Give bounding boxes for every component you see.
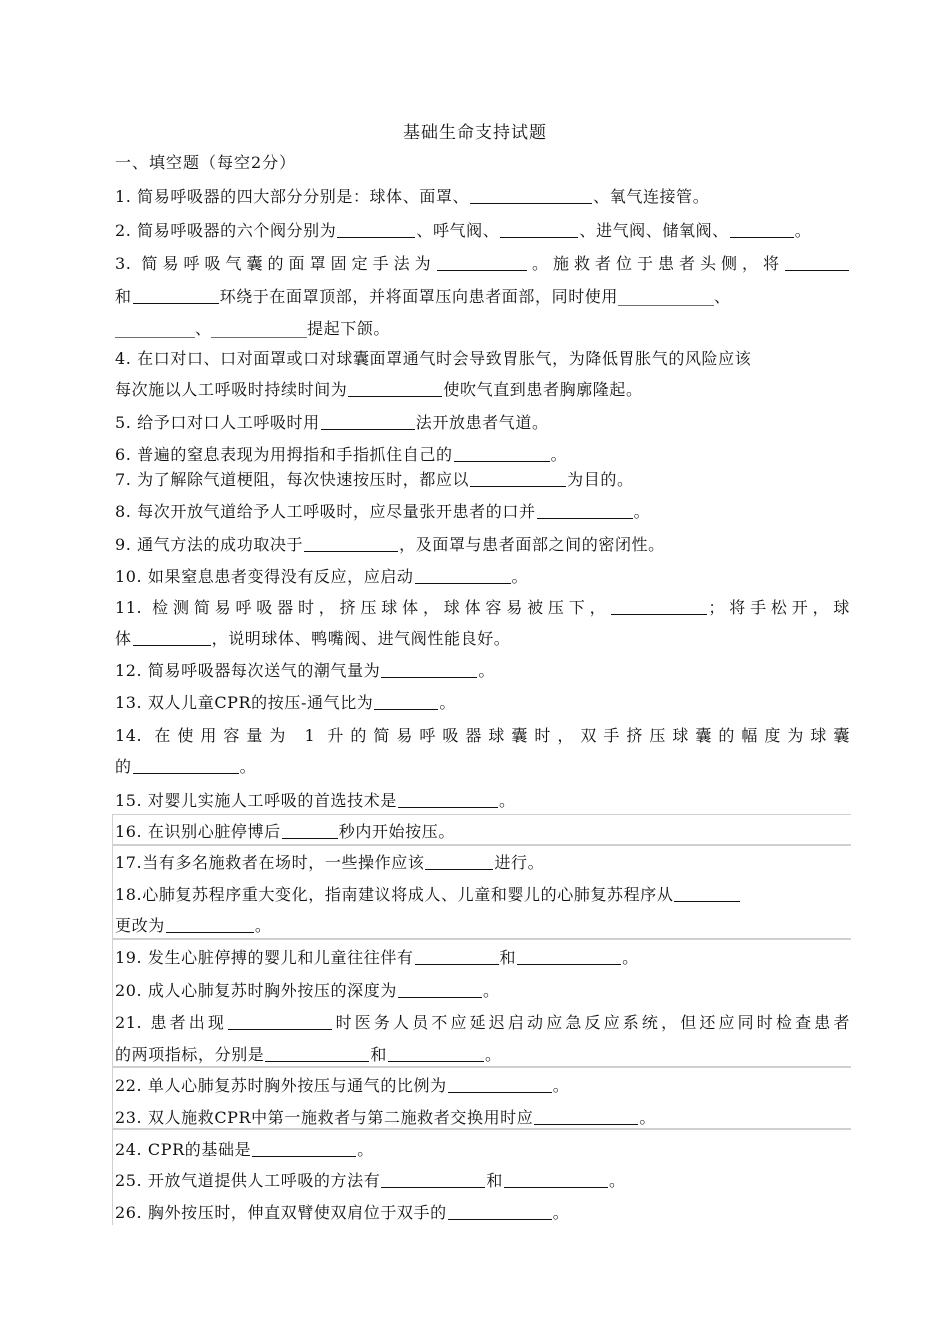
question-3-line-2: 和 环绕于在面罩顶部，并将面罩压向患者面部，同时使用____________、 xyxy=(115,287,731,306)
answer-blank[interactable] xyxy=(398,792,498,808)
answer-blank[interactable] xyxy=(252,1141,356,1157)
answer-blank[interactable] xyxy=(381,1172,485,1188)
answer-blank[interactable] xyxy=(454,446,550,462)
question-17: 17.当有多名施救者在场时，一些操作应该 进行。 xyxy=(115,853,545,872)
question-21-line-2: 的两项指标，分别是 和 。 xyxy=(115,1045,502,1064)
question-14-line-1: 14. 在使用容量为 1 升的简易呼吸器球囊时，双手挤压球囊的幅度为球囊 xyxy=(115,726,850,745)
answer-blank[interactable] xyxy=(470,188,592,204)
answer-blank[interactable] xyxy=(500,222,578,238)
answer-blank[interactable] xyxy=(374,694,438,710)
question-14-line-2: 的 。 xyxy=(115,757,257,776)
question-24: 24. CPR的基础是 。 xyxy=(115,1140,374,1159)
answer-blank[interactable] xyxy=(785,255,849,271)
question-4-line-1: 4. 在口对口、口对面罩或口对球囊面罩通气时会导致胃胀气，为降低胃胀气的风险应该 xyxy=(115,349,752,368)
answer-blank[interactable] xyxy=(425,854,493,870)
answer-blank[interactable] xyxy=(674,886,740,902)
question-20: 20. 成人心肺复苏时胸外按压的深度为 。 xyxy=(115,981,500,1000)
question-18-line-2: 更改为 。 xyxy=(115,916,272,935)
answer-blank[interactable] xyxy=(470,471,566,487)
question-23: 23. 双人施救CPR中第一施救者与第二施救者交换用时应 。 xyxy=(115,1108,656,1127)
answer-blank[interactable] xyxy=(504,1172,608,1188)
question-9: 9. 通气方法的成功取决于 ，及面罩与患者面部之间的密闭性。 xyxy=(115,535,665,554)
answer-blank[interactable] xyxy=(534,1109,638,1125)
question-13: 13. 双人儿童CPR的按压-通气比为 。 xyxy=(115,693,457,712)
question-10: 10. 如果窒息患者变得没有反应，应启动 。 xyxy=(115,567,529,586)
answer-blank[interactable] xyxy=(133,758,239,774)
question-3-line-3: __________、____________提起下颌。 xyxy=(115,319,391,338)
question-4-line-2: 每次施以人工呼吸时持续时间为 使吹气直到患者胸廓隆起。 xyxy=(115,380,643,399)
question-7: 7. 为了解除气道梗阻，每次快速按压时，都应以 为目的。 xyxy=(115,470,634,489)
answer-blank[interactable] xyxy=(133,288,219,304)
answer-blank[interactable] xyxy=(517,949,621,965)
answer-blank[interactable] xyxy=(381,662,477,678)
question-11-line-1: 11. 检测简易呼吸器时，挤压球体，球体容易被压下， ；将手松开，球 xyxy=(115,598,850,617)
question-21-line-1: 21. 患者出现 时医务人员不应延迟启动应急反应系统，但还应同时检查患者 xyxy=(115,1013,850,1032)
question-25: 25. 开放气道提供人工呼吸的方法有 和 。 xyxy=(115,1171,626,1190)
answer-blank[interactable] xyxy=(228,1014,332,1030)
section-heading: 一、填空题（每空2分） xyxy=(115,153,297,172)
question-1: 1. 简易呼吸器的四大部分分别是：球体、面罩、 、氧气连接管。 xyxy=(115,187,710,206)
question-22: 22. 单人心肺复苏时胸外按压与通气的比例为 。 xyxy=(115,1076,570,1095)
answer-blank[interactable] xyxy=(448,1077,552,1093)
question-11-line-2: 体 ，说明球体、鸭嘴阀、进气阀性能良好。 xyxy=(115,629,511,648)
answer-blank[interactable] xyxy=(437,255,527,271)
answer-blank[interactable] xyxy=(265,1046,369,1062)
question-5: 5. 给予口对口人工呼吸时用 法开放患者气道。 xyxy=(115,413,549,432)
answer-blank[interactable] xyxy=(415,949,499,965)
answer-blank[interactable] xyxy=(304,536,398,552)
answer-blank[interactable] xyxy=(321,414,415,430)
answer-blank[interactable] xyxy=(611,599,707,615)
page-title: 基础生命支持试题 xyxy=(403,123,547,143)
answer-blank[interactable] xyxy=(730,222,794,238)
question-15: 15. 对婴儿实施人工呼吸的首选技术是 。 xyxy=(115,791,516,810)
answer-blank[interactable] xyxy=(348,381,442,397)
answer-blank[interactable] xyxy=(166,917,254,933)
answer-blank[interactable] xyxy=(537,503,633,519)
answer-blank[interactable] xyxy=(448,1204,552,1220)
question-3-line-1: 3. 简易呼吸气囊的面罩固定手法为 。施救者位于患者头侧，将 xyxy=(115,251,850,274)
answer-blank[interactable] xyxy=(398,982,482,998)
answer-blank[interactable] xyxy=(282,823,338,839)
answer-blank[interactable] xyxy=(133,630,211,646)
answer-blank[interactable] xyxy=(415,568,511,584)
question-2: 2. 简易呼吸器的六个阀分别为 、呼气阀、 、进气阀、储氧阀、 。 xyxy=(115,221,812,240)
question-12: 12. 简易呼吸器每次送气的潮气量为 。 xyxy=(115,661,495,680)
answer-blank[interactable] xyxy=(337,222,415,238)
answer-blank[interactable] xyxy=(388,1046,484,1062)
question-16: 16. 在识别心脏停博后 秒内开始按压。 xyxy=(115,822,455,841)
question-18-line-1: 18.心肺复苏程序重大变化，指南建议将成人、儿童和婴儿的心肺复苏程序从 xyxy=(115,882,850,905)
question-19: 19. 发生心脏停搏的婴儿和儿童往往伴有 和 。 xyxy=(115,948,639,967)
question-26: 26. 胸外按压时，伸直双臂使双肩位于双手的 。 xyxy=(115,1203,570,1222)
question-6: 6. 普遍的窒息表现为用拇指和手指抓住自己的 。 xyxy=(115,445,568,464)
question-8: 8. 每次开放气道给予人工呼吸时，应尽量张开患者的口并 。 xyxy=(115,502,651,521)
